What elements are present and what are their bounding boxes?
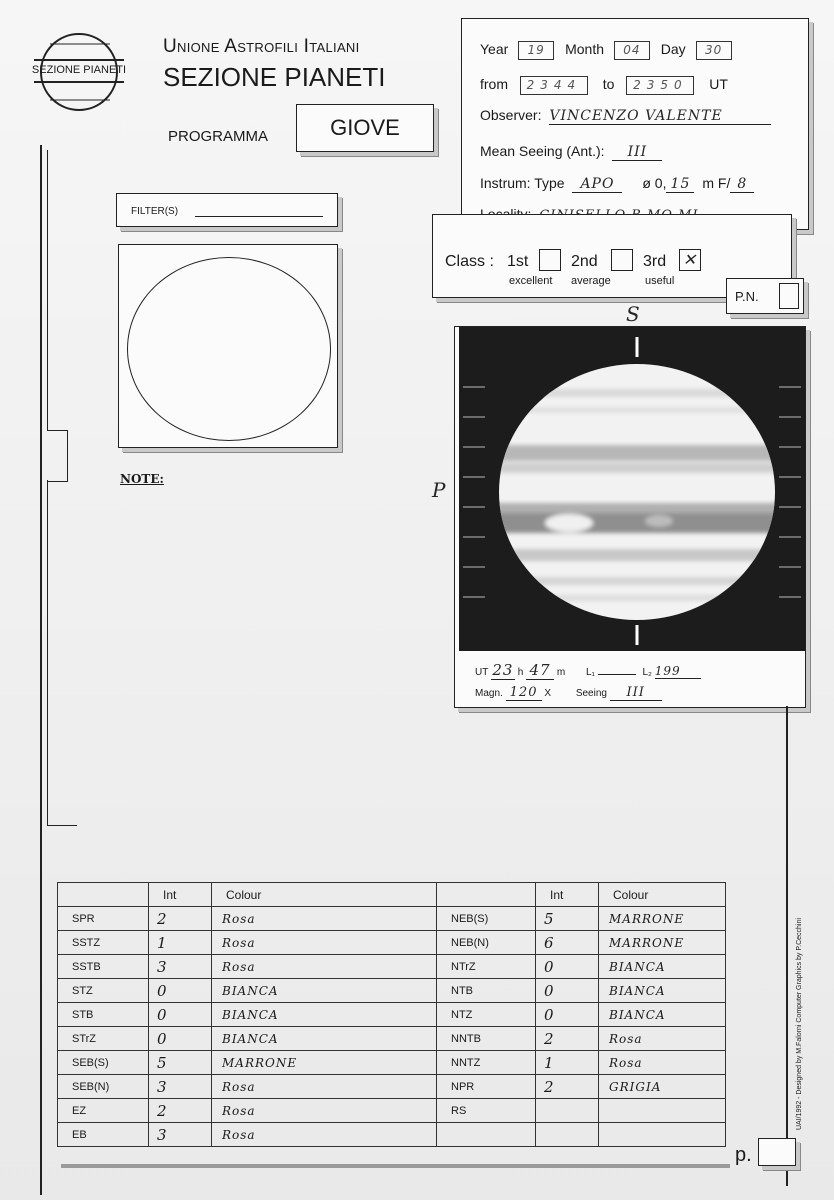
class-second: 2nd xyxy=(571,253,598,270)
focal-value: 8 xyxy=(730,176,754,193)
l2-label: L₂ xyxy=(642,667,652,678)
band-zone[interactable]: STrZ xyxy=(58,1027,149,1051)
table-row xyxy=(58,1051,726,1075)
band-int[interactable]: 0 xyxy=(149,979,212,1003)
band-zone[interactable]: SSTB xyxy=(58,955,149,979)
table-row xyxy=(58,1003,726,1027)
pn-box xyxy=(726,278,804,314)
band-colour[interactable]: BIANCA xyxy=(212,979,437,1003)
observer-value: VINCENZO VALENTE xyxy=(549,108,771,125)
pn-field[interactable] xyxy=(779,283,799,309)
band-colour[interactable]: MARRONE xyxy=(599,907,726,931)
m-label: m F/ xyxy=(702,175,731,191)
right-frame xyxy=(786,706,788,1186)
org-name: Unione Astrofili Italiani xyxy=(163,36,360,57)
year-label: Year xyxy=(480,41,509,57)
class-third-sub: useful xyxy=(645,275,675,287)
band-zone[interactable]: SPR xyxy=(58,907,149,931)
drawing-seeing-label: Seeing xyxy=(575,688,607,699)
band-int[interactable]: 2 xyxy=(536,1027,599,1051)
band-zone[interactable]: NTrZ xyxy=(437,955,536,979)
drawing-ut-label: UT xyxy=(475,667,489,678)
south-mark: S xyxy=(626,302,641,326)
band-int[interactable]: 2 xyxy=(536,1075,599,1099)
band-colour[interactable]: BIANCA xyxy=(599,1003,726,1027)
day-value: 30 xyxy=(696,41,732,60)
seeing-label: Mean Seeing (Ant.): xyxy=(480,143,605,159)
l1-value xyxy=(598,674,636,675)
band-zone[interactable]: SEB(N) xyxy=(58,1075,149,1099)
zone-header xyxy=(58,883,149,907)
table-row xyxy=(58,955,726,979)
drawing-h-label: h xyxy=(517,667,524,678)
band-colour[interactable]: BIANCA xyxy=(212,1027,437,1051)
band-int[interactable]: 3 xyxy=(149,1075,212,1099)
magn-row xyxy=(475,685,662,701)
month-value: 04 xyxy=(614,41,650,60)
band-colour[interactable]: MARRONE xyxy=(212,1051,437,1075)
pn-label: P.N. xyxy=(735,289,759,304)
class-first: 1st xyxy=(507,253,529,270)
filter-field[interactable] xyxy=(195,216,323,217)
class-first-sub: excellent xyxy=(509,275,553,287)
time-row xyxy=(480,76,728,95)
table-row xyxy=(58,907,726,931)
band-colour[interactable]: Rosa xyxy=(212,931,437,955)
class-third-checkbox[interactable]: ✕ xyxy=(679,249,701,271)
band-zone[interactable]: RS xyxy=(437,1099,536,1123)
table-row xyxy=(58,1123,726,1147)
bands-table-shadow xyxy=(61,1164,730,1168)
drawing-box xyxy=(454,326,806,708)
date-row xyxy=(480,41,731,60)
band-int[interactable]: 0 xyxy=(536,979,599,1003)
filter-box xyxy=(116,193,338,227)
band-zone[interactable]: SSTZ xyxy=(58,931,149,955)
to-value: 2350 xyxy=(626,76,694,95)
band-zone[interactable]: NPR xyxy=(437,1075,536,1099)
l1-label: L₁ xyxy=(585,667,595,678)
class-first-checkbox[interactable] xyxy=(539,249,561,271)
class-second-sub: average xyxy=(571,275,611,287)
ut-label: UT xyxy=(709,76,728,92)
diam-label: ø 0, xyxy=(642,175,667,191)
band-int[interactable]: 3 xyxy=(149,955,212,979)
class-second-checkbox[interactable] xyxy=(611,249,633,271)
seeing-row xyxy=(480,143,662,161)
class-label: Class : xyxy=(445,253,494,270)
band-int[interactable]: 6 xyxy=(536,931,599,955)
page-label: p. xyxy=(735,1144,752,1166)
band-zone[interactable]: NNTB xyxy=(437,1027,536,1051)
drawing-seeing-value: III xyxy=(610,685,662,701)
band-int[interactable]: 0 xyxy=(536,1003,599,1027)
drawing-m-label: m xyxy=(556,667,566,678)
band-colour[interactable]: BIANCA xyxy=(599,979,726,1003)
band-zone[interactable]: NTZ xyxy=(437,1003,536,1027)
band-zone[interactable]: NTB xyxy=(437,979,536,1003)
band-zone[interactable]: STZ xyxy=(58,979,149,1003)
x-label: X xyxy=(544,688,552,699)
table-row xyxy=(58,979,726,1003)
zone-header-right xyxy=(437,883,536,907)
magn-value: 120 xyxy=(506,685,542,701)
colour-header: Colour xyxy=(212,883,437,907)
programma-value: GIOVE xyxy=(330,115,400,140)
band-int[interactable]: 3 xyxy=(149,1123,212,1147)
band-int[interactable]: 2 xyxy=(149,1099,212,1123)
band-int[interactable]: 1 xyxy=(536,1051,599,1075)
band-colour[interactable]: Rosa xyxy=(599,1027,726,1051)
band-colour[interactable]: Rosa xyxy=(212,1075,437,1099)
band-int[interactable]: 2 xyxy=(149,907,212,931)
left-frame-corner xyxy=(47,825,77,826)
left-frame-notch xyxy=(47,430,68,482)
month-label: Month xyxy=(565,41,604,57)
band-zone[interactable]: NEB(S) xyxy=(437,907,536,931)
band-int[interactable]: 0 xyxy=(149,1027,212,1051)
band-zone[interactable] xyxy=(437,1123,536,1147)
band-int[interactable]: 0 xyxy=(149,1003,212,1027)
section-name: SEZIONE PIANETI xyxy=(163,62,386,92)
band-zone[interactable]: NNTZ xyxy=(437,1051,536,1075)
band-colour[interactable]: Rosa xyxy=(212,1099,437,1123)
band-int[interactable]: 5 xyxy=(536,907,599,931)
drawing-ut-h: 23 xyxy=(492,661,514,679)
credits: UAI/1992 - Designed by M.Falorni Computer Graphics by P.Cecchini xyxy=(796,918,803,1130)
from-value: 2344 xyxy=(520,76,588,95)
instrum-row xyxy=(480,175,754,193)
table-row xyxy=(58,931,726,955)
observer-label: Observer: xyxy=(480,107,542,123)
drawing-field xyxy=(459,327,805,651)
table-row xyxy=(58,1075,726,1099)
band-colour[interactable]: Rosa xyxy=(212,1123,437,1147)
day-label: Day xyxy=(660,41,686,57)
band-colour[interactable]: Rosa xyxy=(599,1051,726,1075)
programma-label: PROGRAMMA xyxy=(168,128,269,145)
left-frame xyxy=(40,145,42,1195)
blank-disc[interactable] xyxy=(127,257,331,441)
preceding-mark: P xyxy=(432,478,447,502)
band-colour[interactable] xyxy=(599,1099,726,1123)
band-colour[interactable]: Rosa xyxy=(212,955,437,979)
band-zone[interactable]: EB xyxy=(58,1123,149,1147)
page-number-box[interactable] xyxy=(758,1138,796,1166)
from-label: from xyxy=(480,76,508,92)
year-value: 19 xyxy=(518,41,554,60)
band-int[interactable]: 5 xyxy=(149,1051,212,1075)
band-zone[interactable]: SEB(S) xyxy=(58,1051,149,1075)
band-int[interactable] xyxy=(536,1123,599,1147)
diam-value: 15 xyxy=(666,176,694,193)
instrum-label: Instrum: Type xyxy=(480,175,565,191)
band-zone[interactable]: STB xyxy=(58,1003,149,1027)
left-frame-inner-lower xyxy=(47,480,48,825)
band-int[interactable] xyxy=(536,1099,599,1123)
table-row xyxy=(58,1027,726,1051)
filter-label: FILTER(S) xyxy=(131,206,179,217)
colour-header-right: Colour xyxy=(599,883,726,907)
band-colour[interactable]: MARRONE xyxy=(599,931,726,955)
band-colour[interactable]: Rosa xyxy=(212,907,437,931)
band-zone[interactable]: EZ xyxy=(58,1099,149,1123)
bands-header-row xyxy=(58,883,726,907)
band-zone[interactable]: NEB(N) xyxy=(437,931,536,955)
band-int[interactable]: 1 xyxy=(149,931,212,955)
observer-row xyxy=(480,107,771,125)
magn-label: Magn. xyxy=(475,688,503,699)
note-label: NOTE: xyxy=(120,472,164,486)
class-third: 3rd xyxy=(643,253,667,270)
table-row xyxy=(58,1099,726,1123)
band-colour[interactable]: GRIGIA xyxy=(599,1075,726,1099)
band-colour[interactable]: BIANCA xyxy=(212,1003,437,1027)
jupiter-drawing xyxy=(459,327,805,651)
instrum-type: APO xyxy=(572,176,622,193)
logo-text: SEZIONE PIANETI xyxy=(31,64,127,76)
programma-box xyxy=(296,104,434,152)
to-label: to xyxy=(602,76,615,92)
bands-table xyxy=(57,882,726,1147)
l2-value: 199 xyxy=(655,664,701,679)
drawing-ut-m: 47 xyxy=(526,661,554,680)
band-colour[interactable]: BIANCA xyxy=(599,955,726,979)
seeing-value: III xyxy=(612,144,662,161)
observation-box xyxy=(461,18,809,230)
band-int[interactable]: 0 xyxy=(536,955,599,979)
int-header: Int xyxy=(149,883,212,907)
int-header-right: Int xyxy=(536,883,599,907)
logo xyxy=(28,30,130,114)
ut-row xyxy=(475,661,701,680)
blank-disc-box xyxy=(118,244,338,448)
left-frame-inner xyxy=(47,150,48,430)
band-colour[interactable] xyxy=(599,1123,726,1147)
